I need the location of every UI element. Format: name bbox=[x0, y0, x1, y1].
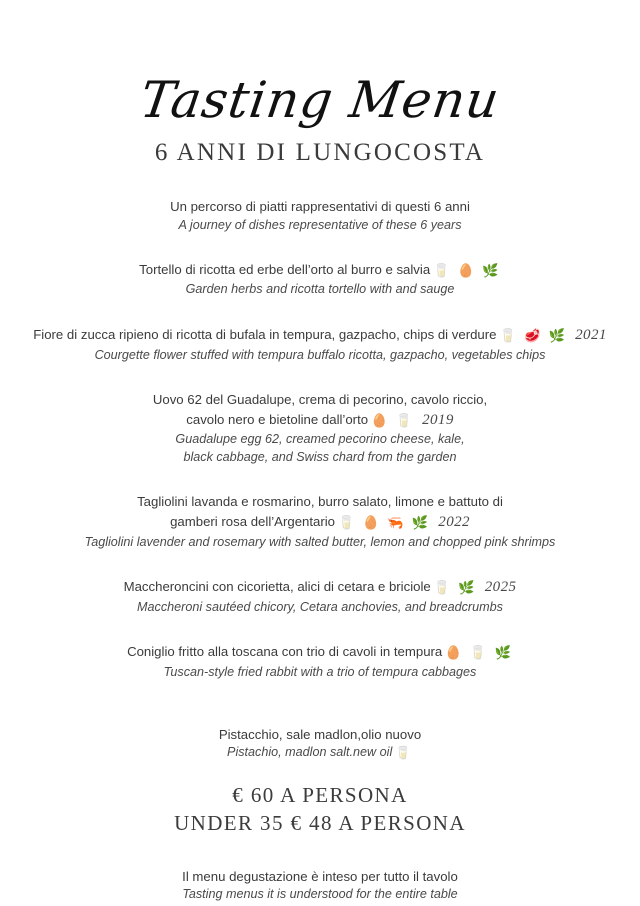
dessert-text-english: Pistachio, madlon salt.new oil bbox=[227, 745, 393, 760]
course-name-italian-cont bbox=[28, 410, 612, 432]
course-text-english: Garden herbs and ricotta tortello with and sauge bbox=[185, 282, 455, 297]
course-text-english: Tagliolini lavender and rosemary with salted butter, lemon and chopped pink shrimps bbox=[84, 534, 556, 549]
allergen-icons: 🥛 🥚 🌿 bbox=[433, 263, 501, 279]
course-name-italian bbox=[28, 493, 612, 512]
intro-line-italian: Un percorso di piatti rappresentativi di questi 6 anni bbox=[170, 199, 470, 214]
page-subtitle: 6 ANNI DI LUNGOCOSTA bbox=[154, 138, 486, 166]
note-line-italian: Il menu degustazione è inteso per tutto il tavolo bbox=[182, 868, 458, 884]
course-text-italian: Coniglio fritto alla toscana con trio di cavoli in tempura bbox=[127, 644, 443, 659]
intro-block bbox=[28, 198, 612, 235]
note-line-english: Tasting menus it is understood for the entire table bbox=[182, 887, 458, 902]
course-item bbox=[28, 493, 612, 551]
course-year: 2019 bbox=[422, 411, 454, 428]
course-name-italian bbox=[28, 261, 612, 282]
course-text-italian: Tagliolini lavanda e rosmarino, burro salato, limone e battuto di bbox=[137, 494, 503, 510]
allergen-icons: 🥚 🥛 🌿 bbox=[445, 646, 513, 661]
course-item bbox=[28, 643, 612, 682]
dessert-text-italian: Pistacchio, sale madlon,olio nuovo bbox=[218, 726, 422, 742]
course-text-english: Maccheroni sautéed chicory, Cetara anchovies, and breadcrumbs bbox=[137, 600, 503, 615]
course-text-english: Tuscan-style fried rabbit with a trio of tempura cabbages bbox=[163, 664, 477, 679]
course-item bbox=[28, 577, 612, 617]
course-name-italian-cont bbox=[28, 512, 612, 534]
course-name-english bbox=[28, 347, 612, 365]
course-text-italian: gamberi rosa dell’Argentario bbox=[170, 513, 336, 529]
page-title: Tasting Menu bbox=[136, 71, 504, 129]
course-name-english bbox=[28, 431, 612, 449]
course-item bbox=[28, 261, 612, 300]
course-text-italian: cavolo nero e bietoline dall’orto bbox=[186, 411, 369, 427]
course-year: 2025 bbox=[484, 579, 517, 596]
course-text-italian: Fiore di zucca ripieno di ricotta di bufala in tempura, gazpacho, chips di verdure bbox=[33, 327, 497, 343]
spacer bbox=[28, 682, 612, 700]
course-list bbox=[28, 261, 612, 763]
course-item bbox=[28, 325, 612, 365]
price-per-person: € 60 A PERSONA bbox=[232, 783, 408, 808]
footer-note bbox=[28, 868, 612, 905]
allergen-icons: 🥛 🥚 🦐 🌿 bbox=[338, 515, 431, 531]
allergen-icons: 🥛 🥩 🌿 bbox=[499, 329, 568, 345]
course-text-italian: Maccheroncini con cicorietta, alici di cetara e briciole bbox=[123, 579, 431, 595]
course-name-italian bbox=[28, 643, 612, 664]
course-text-english: Guadalupe egg 62, creamed pecorino cheese, kale, bbox=[175, 432, 465, 447]
course-name-english-cont bbox=[28, 449, 612, 467]
course-name-english bbox=[28, 599, 612, 617]
menu-header bbox=[28, 0, 612, 166]
allergen-icons: 🥛 🌿 bbox=[433, 581, 477, 597]
course-name-italian bbox=[28, 391, 612, 410]
allergen-icons: 🥛 bbox=[395, 745, 413, 761]
intro-line-english: A journey of dishes representative of these 6 years bbox=[178, 217, 462, 232]
course-year: 2021 bbox=[575, 327, 607, 344]
course-name-english bbox=[28, 281, 612, 299]
dessert-name-italian bbox=[28, 726, 612, 745]
course-name-english bbox=[28, 534, 612, 552]
price-under-35: UNDER 35 € 48 A PERSONA bbox=[174, 810, 466, 835]
dessert-item bbox=[28, 726, 612, 763]
allergen-icons: 🥚 🥛 bbox=[371, 413, 415, 429]
course-name-italian bbox=[28, 325, 612, 347]
price-block bbox=[28, 782, 612, 837]
course-year: 2022 bbox=[438, 513, 470, 530]
dessert-name-english bbox=[28, 744, 612, 762]
course-text-italian: Uovo 62 del Guadalupe, crema di pecorino, cavolo riccio, bbox=[152, 391, 488, 407]
course-text-english: Courgette flower stuffed with tempura buffalo ricotta, gazpacho, vegetables chips bbox=[94, 347, 546, 362]
course-name-english bbox=[28, 664, 612, 682]
course-text-italian: Tortello di ricotta ed erbe dell’orto al burro e salvia bbox=[139, 261, 431, 277]
course-name-italian bbox=[28, 577, 612, 599]
course-item bbox=[28, 391, 612, 467]
course-text-english: black cabbage, and Swiss chard from the garden bbox=[183, 450, 457, 465]
